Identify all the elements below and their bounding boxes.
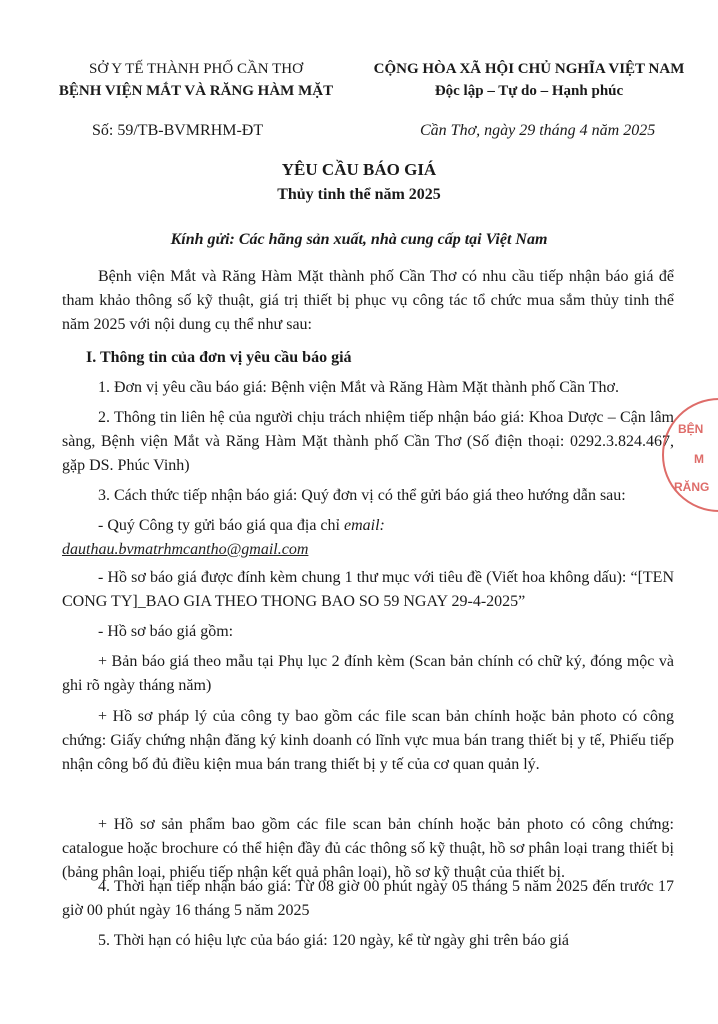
greeting: Kính gửi: Các hãng sản xuất, nhà cung cấp tại Việt Nam — [170, 231, 548, 248]
document-number: Số: 59/TB-BVMRHM-ĐT — [92, 122, 264, 139]
item-5-block — [62, 929, 674, 953]
include-1: + Bản báo giá theo mẫu tại Phụ lục 2 đính kèm (Scan bản chính có chữ ký, đóng mộc và ghi rõ ngày tháng năm) — [62, 653, 674, 694]
issuer-header — [50, 58, 342, 102]
national-title: CỘNG HÒA XÃ HỘI CHỦ NGHĨA VIỆT NAM — [373, 61, 685, 77]
national-header — [360, 58, 698, 102]
stamp-text-3: RĂNG — [674, 480, 710, 494]
attach-block — [62, 566, 674, 614]
email-label: email: — [343, 517, 385, 534]
document-date: Cần Thơ, ngày 29 tháng 4 năm 2025 — [420, 122, 656, 139]
item-2: 2. Thông tin liên hệ của người chịu trách nhiệm tiếp nhận báo giá: Khoa Dược – Cận lâm sàng, Bệnh viện Mắt và Răng Hàm Mặt thành phố Cần Thơ (Số điện thoại: 0292.3.824.467, gặp DS. Phúc Vinh) — [62, 409, 674, 474]
document-subtitle: Thủy tinh thể năm 2025 — [277, 186, 441, 203]
item-2-block — [62, 406, 674, 478]
document-title: YÊU CẦU BÁO GIÁ — [281, 160, 437, 179]
email-address-line — [62, 538, 674, 562]
issuer-agency: SỞ Y TẾ THÀNH PHỐ CẦN THƠ — [89, 61, 303, 77]
stamp-text-2: M — [694, 452, 704, 466]
stamp-text-1: BỆN — [678, 422, 704, 436]
email-block — [62, 514, 674, 562]
section-1-heading: I. Thông tin của đơn vị yêu cầu báo giá — [86, 349, 352, 366]
email-link[interactable]: dauthau.bvmatrhmcantho@gmail.com — [62, 541, 309, 558]
include-2: + Hồ sơ pháp lý của công ty bao gồm các file scan bản chính hoặc bản photo có công chứng: Giấy chứng nhận đăng ký kinh doanh có lĩnh vực mua bán trang thiết bị y tế, Phiếu tiếp nhận công bố đủ điều kiện mua bán trang thiết bị y tế của cơ quan quản lý. — [62, 708, 674, 773]
national-motto: Độc lập – Tự do – Hạnh phúc — [434, 83, 624, 99]
item-1: 1. Đơn vị yêu cầu báo giá: Bệnh viện Mắt và Răng Hàm Mặt thành phố Cần Thơ. — [98, 379, 619, 396]
email-prefix: - Quý Công ty gửi báo giá qua địa chỉ — [98, 517, 344, 534]
item-3-block — [62, 484, 674, 508]
section-1-block — [62, 346, 674, 370]
include-3: + Hồ sơ sản phẩm bao gồm các file scan bản chính hoặc bản photo có công chứng: catalogue hoặc brochure có thể hiện đầy đủ các thông số kỹ thuật, hồ sơ phân loại trang thiết bị (bảng phân loại, phiếu tiếp nhận kết quả phân loại), hồ sơ kỹ thuật của thiết bị. — [62, 816, 674, 881]
include-1-block — [62, 650, 674, 698]
email-line — [62, 514, 674, 538]
include-2-block — [62, 705, 674, 777]
item-4: 4. Thời hạn tiếp nhận báo giá: Từ 08 giờ 00 phút ngày 05 tháng 5 năm 2025 đến trước 17 giờ 00 phút ngày 16 tháng 5 năm 2025 — [62, 878, 674, 919]
item-4-block — [62, 875, 674, 923]
item-3: 3. Cách thức tiếp nhận báo giá: Quý đơn vị có thể gửi báo giá theo hướng dẫn sau: — [98, 487, 626, 504]
item-5: 5. Thời hạn có hiệu lực của báo giá: 120 ngày, kể từ ngày ghi trên báo giá — [98, 932, 570, 949]
attach-instructions: - Hồ sơ báo giá được đính kèm chung 1 thư mục với tiêu đề (Viết hoa không dấu): “[TEN CONG TY]_BAO GIA THEO THONG BAO SO 59 NGAY 29-4-2025” — [62, 569, 674, 610]
intro-paragraph: Bệnh viện Mắt và Răng Hàm Mặt thành phố Cần Thơ có nhu cầu tiếp nhận báo giá để tham khảo thông số kỹ thuật, giá trị thiết bị phục vụ công tác tổ chức mua sắm thủy tinh thể năm 2025 với nội dung cụ thể như sau: — [62, 268, 674, 333]
body-intro-block — [62, 265, 674, 337]
issuer-hospital: BỆNH VIỆN MẮT VÀ RĂNG HÀM MẶT — [58, 83, 334, 99]
includes-block — [62, 620, 674, 644]
item-1-block — [62, 376, 674, 400]
includes-heading: - Hồ sơ báo giá gồm: — [98, 623, 234, 640]
